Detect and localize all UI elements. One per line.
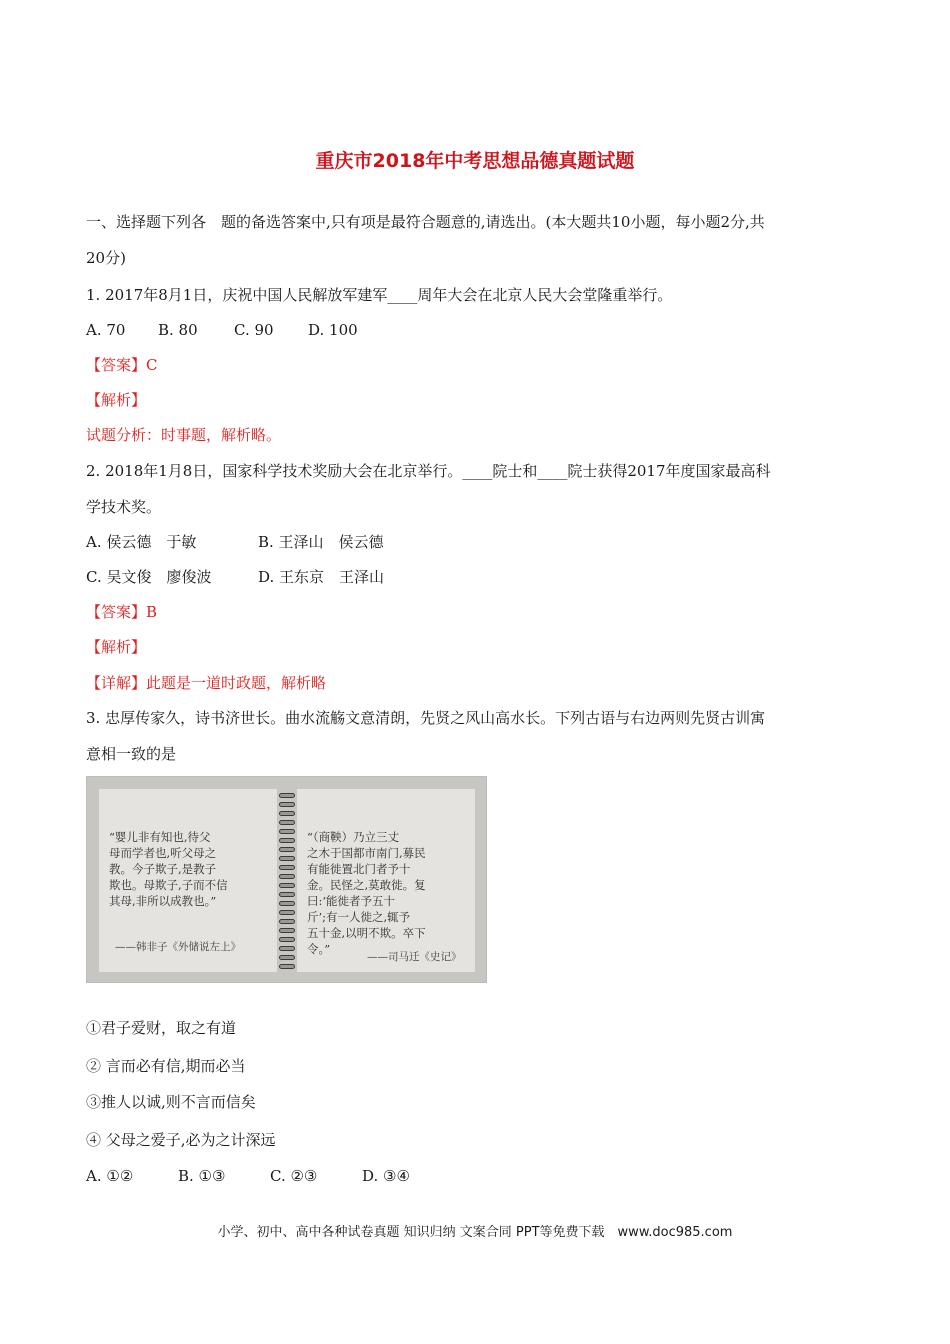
notebook-spiral (277, 789, 297, 972)
statement-4: ④ 父母之爱子,必为之计深远 (86, 1131, 276, 1149)
statement-2: ② 言而必有信,期而必当 (86, 1057, 246, 1075)
question-2-answer: 【答案】B (86, 603, 158, 621)
question-3-stem: 3. 忠厚传家久，诗书济世长。曲水流觞文意清朗，先贤之风山高水长。下列古语与右边两则先贤古训寓 (86, 709, 766, 727)
question-2-options-row2 (86, 567, 384, 587)
question-3-options (86, 1166, 410, 1186)
left-quote: “婴儿非有知也,待父 母而学者也,听父母之 教。今子欺子,是教子 欺也。母欺子,子而不信 其母,非所以成教也。” (109, 830, 228, 908)
option-d: D. ③④ (362, 1167, 410, 1185)
question-3-stem-cont: 意相一致的是 (86, 745, 177, 763)
question-2-options-row1 (86, 532, 384, 552)
question-2-analysis: 【详解】此题是一道时政题，解析略 (86, 674, 327, 692)
left-citation: ——韩非子《外储说左上》 (115, 941, 241, 953)
statement-3: ③推人以诚,则不言而信矣 (86, 1093, 256, 1111)
section-heading-cont: 20分) (86, 249, 126, 267)
notebook-right-page (297, 789, 475, 972)
question-2-stem: 2. 2018年1月8日，国家科学技术奖励大会在北京举行。____院士和____院士获得2017年度国家最高科 (86, 462, 771, 480)
question-1-analysis-label: 【解析】 (86, 391, 147, 409)
option-c: C. 吴文俊 廖俊波 (86, 568, 212, 586)
notebook-image (86, 776, 487, 983)
option-b: B. 王泽山 侯云德 (258, 533, 384, 551)
question-1-stem: 1. 2017年8月1日，庆祝中国人民解放军建军____周年大会在北京人民大会堂隆重举行。 (86, 286, 673, 304)
option-b: B. 80 (158, 321, 198, 339)
question-2-analysis-label: 【解析】 (86, 638, 147, 656)
option-b: B. ①③ (178, 1167, 226, 1185)
question-1-options (86, 320, 358, 340)
page-footer: 小学、初中、高中各种试卷真题 知识归纳 文案合同 PPT等免费下载 www.doc985.com (217, 1225, 733, 1240)
question-1-answer: 【答案】C (86, 356, 158, 374)
right-quote: “（商鞅）乃立三丈 之木于国都市南门,募民 有能徙置北门者予十 金。民怪之,莫敢徙。复 曰:‘能徙者予五十 斤’;有一人徙之,辄予 五十金,以明不欺。卒下 令。” (307, 830, 426, 956)
document-title: 重庆市2018年中考思想品德真题试题 (315, 150, 635, 172)
statement-1: ①君子爱财，取之有道 (86, 1019, 237, 1037)
notebook-left-page (99, 789, 277, 972)
option-a: A. 侯云德 于敏 (86, 533, 197, 551)
option-c: C. 90 (234, 321, 274, 339)
option-d: D. 100 (308, 321, 358, 339)
question-1-analysis: 试题分析：时事题，解析略。 (86, 426, 282, 444)
section-heading: 一、选择题下列各 题的备选答案中,只有项是最符合题意的,请选出。(本大题共10小题，每小题2分,共 (86, 213, 765, 231)
question-2-stem-cont: 学技术奖。 (86, 498, 162, 516)
right-citation: ——司马迁《史记》 (367, 951, 462, 963)
option-d: D. 王东京 王泽山 (258, 568, 385, 586)
option-a: A. 70 (86, 321, 126, 339)
option-a: A. ①② (86, 1167, 134, 1185)
option-c: C. ②③ (270, 1167, 318, 1185)
